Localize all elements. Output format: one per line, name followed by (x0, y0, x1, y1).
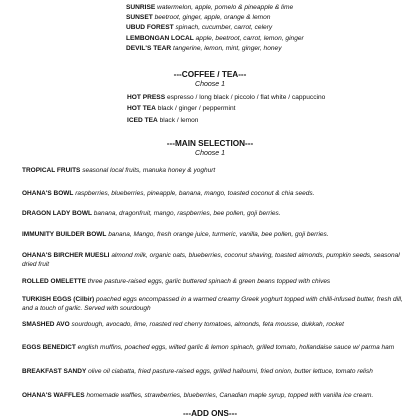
menu-item (22, 251, 404, 270)
coffee-desc: black / lemon (159, 116, 199, 124)
menu-item-name: OHANA'S BIRCHER MUESLI (22, 252, 110, 259)
juice-name: DEVIL'S TEAR (126, 44, 172, 52)
juice-item (126, 13, 416, 23)
menu-item-name: TROPICAL FRUITS (22, 167, 81, 174)
coffee-section-title: ---COFFEE / TEA--- (173, 70, 247, 79)
menu-item (22, 209, 404, 218)
juice-item (126, 44, 416, 54)
menu-item (22, 230, 404, 239)
menu-item (22, 295, 404, 314)
menu-item (22, 343, 404, 352)
menu-item-desc: english muffins, poached eggs, wilted garlic & lemon spinach, grilled tomato, hollandaise sauce w/ parma ham (77, 344, 395, 351)
coffee-desc: espresso / long black / piccolo / flat white / cappuccino (166, 94, 326, 101)
menu-item (22, 277, 404, 286)
menu-item-desc: banana, dragonfruit, mango, raspberries, bee pollen, goji berries. (93, 210, 281, 217)
juice-desc: spinach, cucumber, carrot, celery (175, 24, 273, 32)
coffee-section-subtitle: Choose 1 (195, 81, 225, 88)
menu-item-name: ROLLED OMELETTE (22, 278, 86, 285)
juice-name: UBUD FOREST (126, 24, 174, 32)
juice-item (126, 3, 416, 13)
menu-item-name: SMASHED AVO (22, 321, 70, 328)
menu-item-desc: poached eggs encompassed in a warmed creamy Greek yoghurt topped with chilli-infused butter, fresh dill, and a touch of garlic. Served with sourdough (22, 296, 403, 313)
juice-item (126, 23, 416, 33)
menu-item (22, 320, 404, 329)
main-section-title: ---MAIN SELECTION--- (166, 139, 254, 148)
juice-desc: apple, beetroot, carrot, lemon, ginger (195, 34, 304, 42)
coffee-name: HOT PRESS (127, 94, 166, 101)
juice-desc: beetroot, ginger, apple, orange & lemon (154, 14, 271, 22)
menu-item-name: DRAGON LADY BOWL (22, 210, 92, 217)
coffee-item (127, 103, 417, 114)
menu-item-desc: almond milk, organic oats, blueberries, coconut shaving, toasted almonds, pumpkin seeds, seasonal dried fruit (22, 252, 400, 269)
menu-item-desc: sourdough, avocado, lime, roasted red cherry tomatoes, almonds, feta mousse, dukkah, rocket (71, 321, 344, 328)
menu-item-desc: homemade waffles, strawberries, blueberries, Canadian maple syrup, topped with vanilla ice cream. (86, 392, 374, 399)
juice-item (126, 34, 416, 44)
coffee-name: HOT TEA (127, 105, 156, 113)
coffee-name: ICED TEA (127, 116, 158, 124)
menu-item-desc: olive oil ciabatta, fried pasture-raised eggs, grilled halloumi, fried onion, butter lettuce, tomato relish (88, 368, 373, 375)
menu-item-name: OHANA'S WAFFLES (22, 392, 85, 399)
juice-name: SUNSET (126, 14, 153, 22)
juice-name: SUNRISE (126, 4, 156, 11)
menu-item-desc: seasonal local fruits, manuka honey & yoghurt (82, 167, 216, 174)
juice-desc: tangerine, lemon, mint, ginger, honey (173, 44, 282, 52)
juice-list (126, 3, 416, 54)
menu-item-name: OHANA'S BOWL (22, 190, 74, 197)
menu-item (22, 166, 404, 175)
juice-desc: watermelon, apple, pomelo & pineapple & lime (157, 4, 294, 11)
addons-section-title: ---ADD ONS--- (182, 409, 238, 418)
menu-item (22, 391, 404, 400)
coffee-list (127, 92, 417, 126)
coffee-item (127, 92, 417, 103)
coffee-desc: black / ginger / peppermint (157, 105, 236, 113)
menu-item-name: BREAKFAST SANDY (22, 368, 87, 375)
juice-name: LEMBONGAN LOCAL (126, 34, 194, 42)
menu-item-desc: raspberries, blueberries, pineapple, banana, mango, toasted coconut & chia seeds. (75, 190, 315, 197)
menu-item (22, 367, 404, 376)
menu-item (22, 189, 404, 198)
menu-item-desc: three pasture-raised eggs, garlic buttered spinach & green beans topped with chives (87, 278, 331, 285)
menu-item-name: EGGS BENEDICT (22, 344, 76, 351)
menu-item-desc: banana, Mango, fresh orange juice, turmeric, vanilla, bee pollen, goji berries. (108, 231, 329, 238)
menu-item-name: IMMUNITY BUILDER BOWL (22, 231, 107, 238)
menu-item-name: TURKISH EGGS (Cilbir) (22, 296, 95, 303)
coffee-item (127, 115, 417, 126)
main-section-subtitle: Choose 1 (195, 150, 225, 157)
